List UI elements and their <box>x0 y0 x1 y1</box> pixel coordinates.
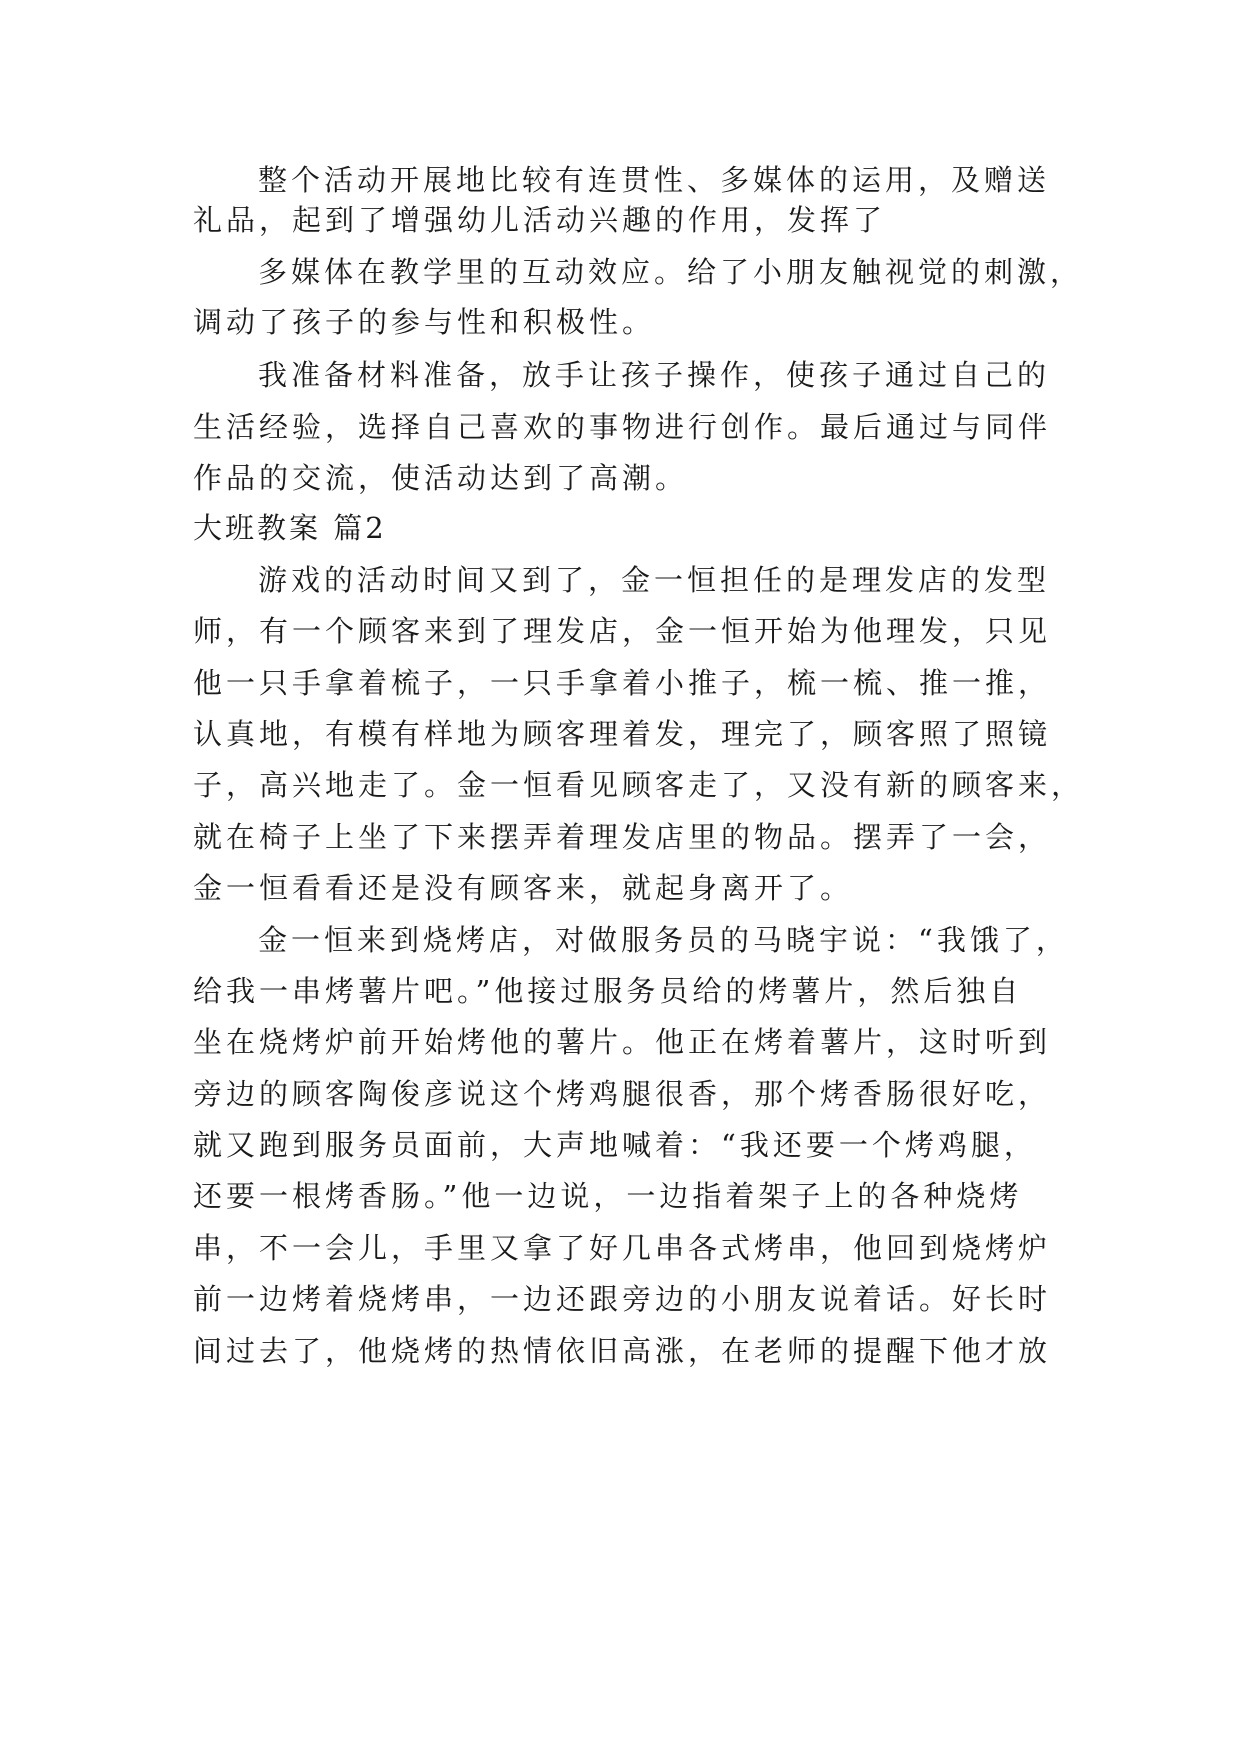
paragraph-line: 金一恒看看还是没有顾客来，就起身离开了。 <box>193 871 854 905</box>
paragraph-line: 间过去了，他烧烤的热情依旧高涨，在老师的提醒下他才放 <box>193 1334 1052 1368</box>
paragraph-line: 调动了孩子的参与性和积极性。 <box>193 305 656 339</box>
paragraph-line: 坐在烧烤炉前开始烤他的薯片。他正在烤着薯片，这时听到 <box>193 1025 1052 1059</box>
paragraph-line: 就又跑到服务员面前，大声地喊着：“我还要一个烤鸡腿， <box>193 1128 1037 1162</box>
paragraph-line: 游戏的活动时间又到了，金一恒担任的是理发店的发型 <box>258 563 1051 597</box>
paragraph-line: 我准备材料准备，放手让孩子操作，使孩子通过自己的 <box>258 358 1051 392</box>
paragraph-line: 子，高兴地走了。金一恒看见顾客走了，又没有新的顾客来， <box>193 768 1085 802</box>
paragraph-line: 串，不一会儿，手里又拿了好几串各式烤串，他回到烧烤炉 <box>193 1231 1052 1265</box>
paragraph-line: 作品的交流，使活动达到了高潮。 <box>193 461 689 495</box>
paragraph-line: 整个活动开展地比较有连贯性、多媒体的运用，及赠送 <box>258 163 1051 197</box>
paragraph-line: 前一边烤着烧烤串，一边还跟旁边的小朋友说着话。好长时 <box>193 1282 1052 1316</box>
paragraph-line: 就在椅子上坐了下来摆弄着理发店里的物品。摆弄了一会， <box>193 820 1052 854</box>
paragraph-line: 认真地，有模有样地为顾客理着发，理完了，顾客照了照镜 <box>193 717 1052 751</box>
paragraph-line: 多媒体在教学里的互动效应。给了小朋友触视觉的刺激， <box>258 255 1084 289</box>
paragraph-line: 给我一串烤薯片吧。”他接过服务员给的烤薯片，然后独自 <box>193 974 1023 1008</box>
paragraph-line: 生活经验，选择自己喜欢的事物进行创作。最后通过与同伴 <box>193 410 1052 444</box>
section-heading: 大班教案 篇2 <box>193 511 387 545</box>
paragraph-line: 金一恒来到烧烤店，对做服务员的马晓宇说：“我饿了， <box>258 923 1069 957</box>
paragraph-line: 旁边的顾客陶俊彦说这个烤鸡腿很香，那个烤香肠很好吃， <box>193 1077 1052 1111</box>
paragraph-line: 他一只手拿着梳子，一只手拿着小推子，梳一梳、推一推， <box>193 666 1052 700</box>
paragraph-line: 礼品，起到了增强幼儿活动兴趣的作用，发挥了 <box>193 203 887 237</box>
paragraph-line: 师，有一个顾客来到了理发店，金一恒开始为他理发，只见 <box>193 614 1052 648</box>
paragraph-line: 还要一根烤香肠。”他一边说，一边指着架子上的各种烧烤 <box>193 1179 1023 1213</box>
